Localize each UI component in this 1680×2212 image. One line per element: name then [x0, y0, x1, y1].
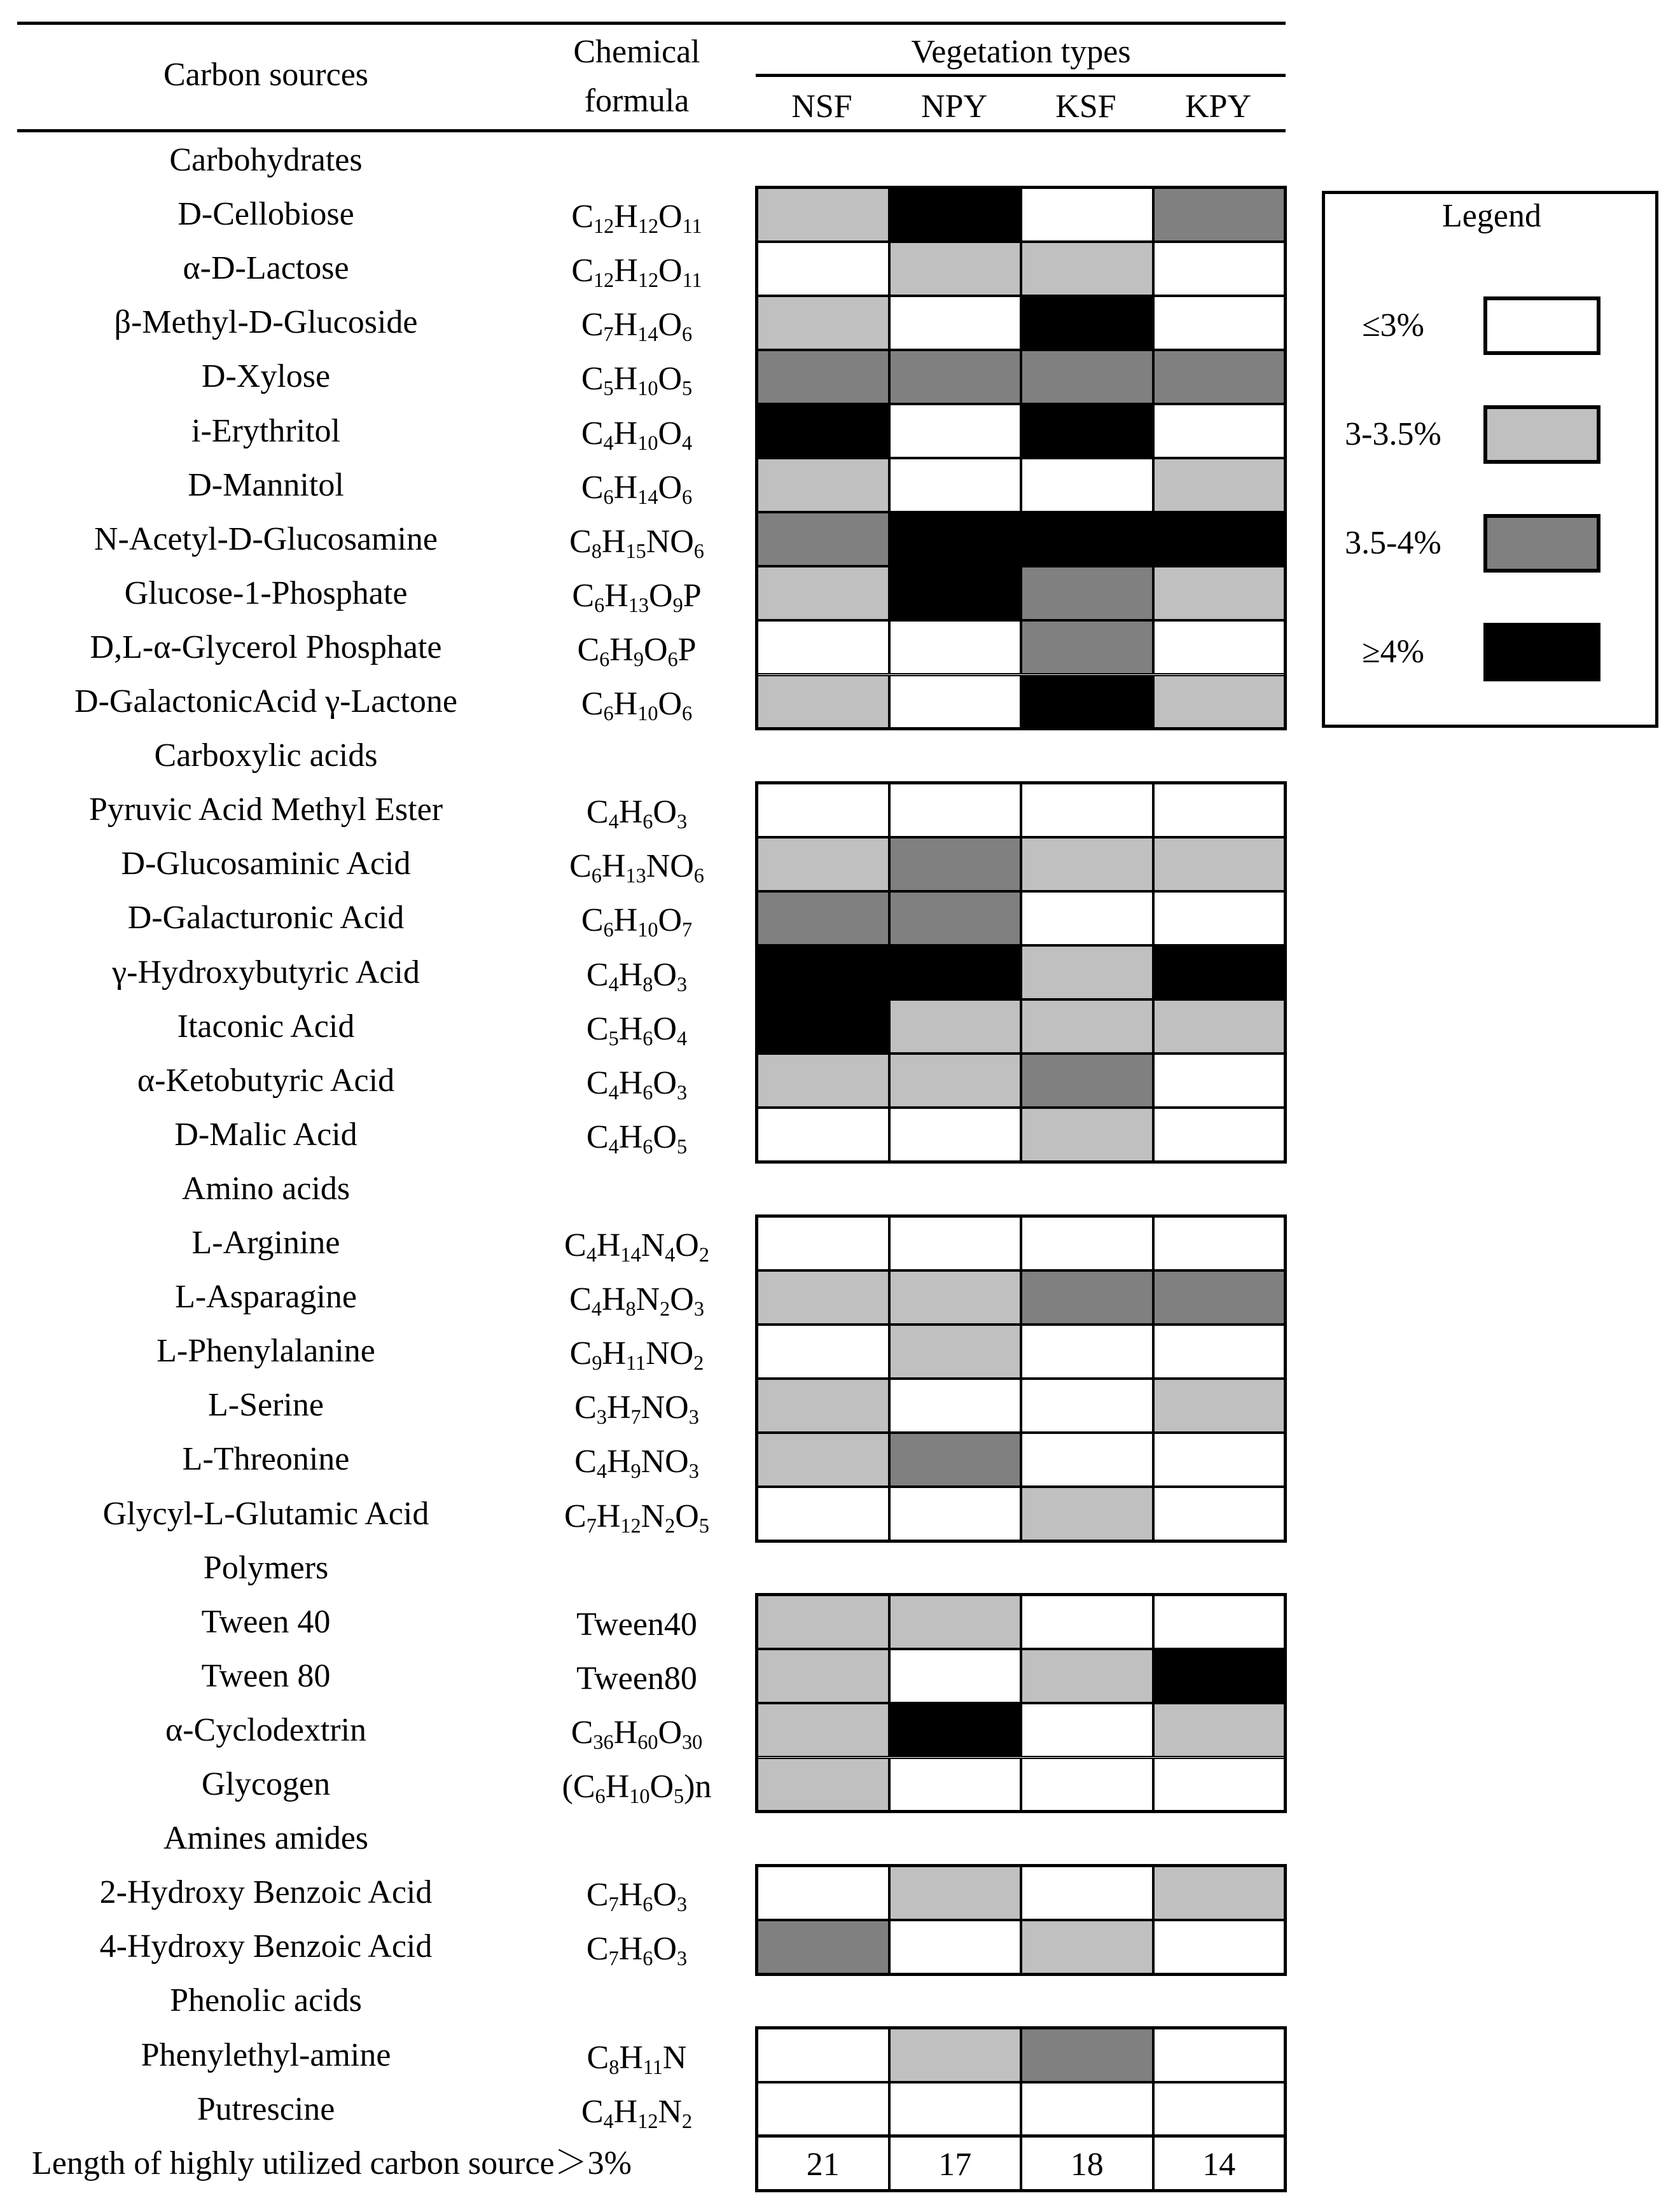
- carbon-source-name: D-GalactonicAcid γ-Lactone: [74, 683, 457, 720]
- summary-value: 21: [806, 2146, 840, 2183]
- chemical-formula: $C_4H_8O_3$: [586, 956, 688, 996]
- header-chemical-line2: formula: [584, 83, 690, 119]
- carbon-source-name: 2-Hydroxy Benzoic Acid: [99, 1874, 433, 1911]
- header-col-npy: NPY: [920, 88, 988, 125]
- group-heading: Amines amides: [163, 1820, 369, 1857]
- legend-label: 3.5-4%: [1345, 525, 1441, 561]
- legend-label: ≥4%: [1362, 634, 1424, 670]
- carbon-source-name: Tween 40: [201, 1603, 331, 1640]
- carbon-source-name: Glycogen: [201, 1766, 331, 1802]
- header-vegetation-types: Vegetation types: [911, 34, 1131, 70]
- chemical-formula: $C_4H_{12}N_2$: [581, 2093, 693, 2132]
- carbon-source-name: L-Asparagine: [175, 1279, 357, 1316]
- carbon-source-name: Pyruvic Acid Methyl Ester: [88, 791, 443, 828]
- legend-label: ≤3%: [1362, 307, 1424, 344]
- carbon-source-name: D-Cellobiose: [177, 196, 354, 233]
- chemical-formula: $(C_6H_{10}O_5)n$: [562, 1769, 712, 1808]
- chemical-formula: $C_4H_6O_3$: [586, 1064, 688, 1104]
- carbon-source-name: β-Methyl-D-Glucoside: [114, 304, 418, 341]
- legend-swatch: [1483, 514, 1600, 573]
- chemical-formula: $C_4H_{14}N_4O_2$: [564, 1227, 709, 1267]
- carbon-source-name: D-Mannitol: [188, 466, 344, 503]
- group-heading: Carbohydrates: [169, 142, 363, 178]
- carbon-source-name: α-D-Lactose: [183, 250, 349, 287]
- chemical-formula: $C_6H_{13}NO_6$: [569, 848, 704, 887]
- header-chemical-line1: Chemical: [573, 34, 700, 70]
- chemical-formula: $C_6H_{14}O_6$: [581, 469, 693, 508]
- carbon-source-name: D,L-α-Glycerol Phosphate: [90, 629, 442, 665]
- chemical-formula: $C_4H_6O_5$: [586, 1118, 688, 1158]
- legend-swatch: [1483, 623, 1600, 681]
- header-col-nsf: NSF: [791, 88, 852, 125]
- group-frame: [755, 1864, 1287, 1976]
- carbon-source-name: γ-Hydroxybutyric Acid: [112, 954, 420, 991]
- carbon-source-name: Putrescine: [197, 2090, 335, 2127]
- header-carbon-sources: Carbon sources: [163, 57, 369, 93]
- carbon-source-name: Glycyl-L-Glutamic Acid: [102, 1495, 429, 1532]
- carbon-source-name: α-Ketobutyric Acid: [137, 1062, 395, 1099]
- chemical-formula: $C_7H_{14}O_6$: [581, 307, 693, 346]
- carbon-source-name: D-Glucosaminic Acid: [121, 845, 411, 882]
- legend-label: 3-3.5%: [1345, 416, 1441, 452]
- chemical-formula: $C_9H_{11}NO_2$: [569, 1335, 704, 1375]
- carbon-source-name: D-Galacturonic Acid: [127, 900, 405, 936]
- chemical-formula: $C_4H_6O_3$: [586, 794, 688, 833]
- chemical-formula: $C_6H_{10}O_6$: [581, 686, 693, 725]
- chemical-formula: $C_3H_7NO_3$: [574, 1389, 699, 1429]
- chemical-formula: $C_{36}H_{60}O_{30}$: [571, 1714, 703, 1753]
- carbon-source-name: i-Erythritol: [191, 412, 340, 449]
- group-frame: [755, 781, 1287, 1164]
- summary-value: 18: [1070, 2146, 1104, 2183]
- carbon-source-name: D-Malic Acid: [174, 1116, 358, 1153]
- group-heading: Polymers: [203, 1549, 329, 1586]
- chemical-formula: $C_5H_{10}O_5$: [581, 361, 693, 400]
- group-heading: Amino acids: [181, 1170, 351, 1207]
- summary-value: 14: [1202, 2146, 1236, 2183]
- carbon-source-name: Phenylethyl-amine: [141, 2036, 391, 2073]
- carbon-source-name: Glucose-1-Phosphate: [124, 574, 408, 611]
- chemical-formula: Tween40: [576, 1606, 697, 1643]
- header-col-ksf: KSF: [1055, 88, 1116, 125]
- carbon-source-name: N-Acetyl-D-Glucosamine: [94, 520, 438, 557]
- chemical-formula: $C_8H_{15}NO_6$: [569, 523, 704, 562]
- legend-title: Legend: [1442, 198, 1541, 234]
- carbon-source-name: L-Threonine: [182, 1441, 350, 1478]
- chemical-formula: $C_4H_9NO_3$: [574, 1443, 699, 1483]
- summary-value: 17: [938, 2146, 972, 2183]
- chemical-formula: $C_8H_{11}N$: [587, 2039, 687, 2078]
- header-col-kpy: KPY: [1184, 88, 1252, 125]
- group-frame: [755, 1214, 1287, 1543]
- summary-label: Length of highly utilized carbon source＞3%: [32, 2145, 632, 2181]
- chemical-formula: $C_4H_{10}O_4$: [581, 415, 693, 454]
- summary-frame: [755, 2134, 1287, 2192]
- group-heading: Phenolic acids: [170, 1982, 362, 2019]
- chemical-formula: $C_6H_{10}O_7$: [581, 902, 693, 942]
- chemical-formula: $C_{12}H_{12}O_{11}$: [571, 198, 702, 238]
- carbon-source-name: D-Xylose: [201, 358, 331, 395]
- chemical-formula: Tween80: [576, 1660, 697, 1697]
- chemical-formula: $C_5H_6O_4$: [586, 1010, 688, 1050]
- top-rule: [17, 22, 1286, 25]
- chemical-formula: $C_4H_8N_2O_3$: [569, 1281, 704, 1321]
- group-heading: Carboxylic acids: [154, 737, 378, 774]
- legend-swatch: [1483, 405, 1600, 464]
- carbon-source-name: L-Phenylalanine: [156, 1333, 375, 1370]
- chemical-formula: $C_7H_{12}N_2O_5$: [564, 1498, 709, 1537]
- chemical-formula: $C_7H_6O_3$: [586, 1931, 688, 1970]
- carbon-source-name: Tween 80: [201, 1657, 331, 1694]
- carbon-source-name: L-Serine: [208, 1387, 324, 1424]
- legend-swatch: [1483, 296, 1600, 355]
- vegetation-underline: [756, 74, 1286, 77]
- carbon-source-name: Itaconic Acid: [177, 1008, 355, 1045]
- carbon-source-name: α-Cyclodextrin: [165, 1711, 367, 1748]
- chemical-formula: $C_7H_6O_3$: [586, 1877, 688, 1916]
- header-bottom-rule: [17, 129, 1286, 132]
- chemical-formula: $C_{12}H_{12}O_{11}$: [571, 253, 702, 292]
- carbon-source-name: L-Arginine: [191, 1225, 340, 1261]
- group-frame: [755, 186, 1287, 731]
- group-frame: [755, 1593, 1287, 1813]
- chemical-formula: $C_6H_{13}O_9P$: [572, 577, 702, 616]
- group-frame: [755, 2026, 1287, 2138]
- chemical-formula: $C_6H_9O_6P$: [577, 631, 697, 671]
- carbon-source-name: 4-Hydroxy Benzoic Acid: [99, 1928, 433, 1965]
